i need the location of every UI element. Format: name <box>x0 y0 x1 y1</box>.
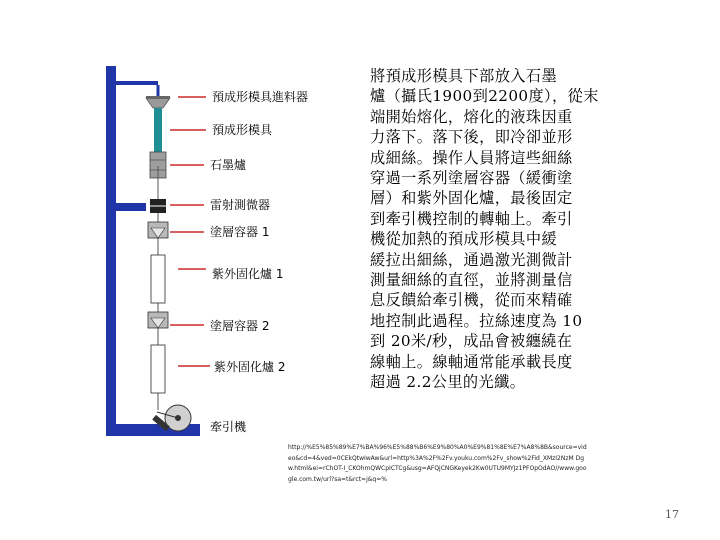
page-number: 17 <box>665 508 679 521</box>
process-description: 將預成形模具下部放入石墨 爐（攝氏1900到2200度），從末 端開始熔化，熔化的液珠因重 力落下。落下後，即冷卻並形 成細絲。操作人員將這些細絲 穿過一系列塗層容器（緩衝塗 層）和紫外固化爐，最後固定 到牽引機控制的轉軸上。牽引 機從加熱的預成形模具中緩 緩拉出細絲，通過激光測微計 測量細絲的直徑，並將測量信 息反饋給牽引機，從而來精確 地控制此過程。拉絲速度為 10 到 20米/秒，成品會被纏繞在 線軸上。線軸通常能承載長度 超過 2.2公里的光纖。 <box>370 67 599 392</box>
source-url: http://%E5%85%89%E7%BA%96%E5%88%B6%E9%80%A0%E9%81%8E%E7%A8%8B&source=video&cd=4&ved=0CEkQtwIwAw&url=http%3A%2F%2Fv.youku.com%2Fv_show%2Fid_XMzI2NzM Dgw.html&ei=rChOT-I_CKOhmQWCpICTCg&usg=AFQjCNGKeyek2Kw0UTU9MYJz1PFOpOdAO//www.google.com.tw/url?sa=t&rct=j&q=% <box>288 444 587 483</box>
label-coating-1: 塗層容器 1 <box>210 225 270 239</box>
laser-mount <box>116 203 146 211</box>
label-preform: 預成形模具 <box>212 123 273 137</box>
tower-frame <box>106 66 116 436</box>
label-graphite-furnace: 石墨爐 <box>210 158 247 172</box>
label-preform-feeder: 預成形模具進料器 <box>212 90 309 104</box>
uv-oven-2 <box>151 345 165 393</box>
uv-oven-1 <box>151 255 165 303</box>
feeder-plate <box>146 96 170 99</box>
top-arm <box>116 81 158 85</box>
preform <box>154 108 162 156</box>
label-coating-2: 塗層容器 2 <box>210 319 270 333</box>
label-uv-oven-2: 紫外固化爐 2 <box>214 360 286 374</box>
label-laser-micrometer: 雷射測微器 <box>210 198 271 212</box>
leader-lines <box>170 97 210 366</box>
preform-feeder <box>146 98 170 108</box>
label-uv-oven-1: 紫外固化爐 1 <box>212 267 284 281</box>
label-capstan: 牽引機 <box>210 420 247 434</box>
